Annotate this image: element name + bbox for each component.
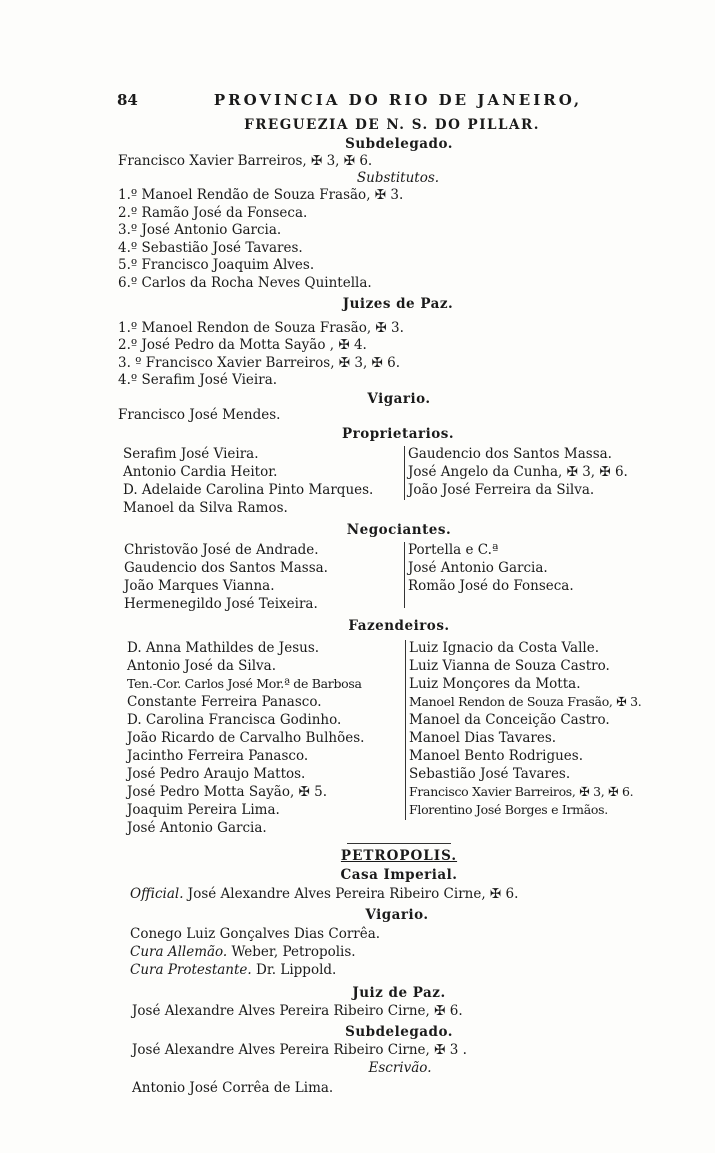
petropolis-title: PETROPOLIS. bbox=[340, 848, 458, 864]
list-item: João Ricardo de Carvalho Bulhões. bbox=[127, 730, 365, 746]
list-item: 4.º Sebastião José Tavares. bbox=[118, 240, 303, 256]
list-item: João José Ferreira da Silva. bbox=[408, 482, 595, 498]
list-item: D. Adelaide Carolina Pinto Marques. bbox=[123, 482, 374, 498]
list-item: Hermenegildo José Teixeira. bbox=[124, 596, 318, 612]
item-text: Weber, Petropolis. bbox=[231, 944, 356, 960]
list-item: 1.º Manoel Rendon de Souza Frasão, ✠ 3. bbox=[118, 320, 404, 336]
list-item: Luiz Vianna de Souza Castro. bbox=[409, 658, 610, 674]
list-item bbox=[130, 962, 336, 978]
section-rule bbox=[347, 843, 451, 844]
list-item: Serafim José Vieira. bbox=[123, 446, 259, 462]
negociantes-heading: Negociantes. bbox=[346, 522, 452, 538]
list-item: Florentino José Borges e Irmãos. bbox=[409, 802, 608, 817]
list-item: Joaquim Pereira Lima. bbox=[127, 802, 280, 818]
list-item: Luiz Ignacio da Costa Valle. bbox=[409, 640, 600, 656]
item-label: Cura Allemão. bbox=[130, 944, 228, 960]
list-item: Antonio Cardia Heitor. bbox=[123, 464, 278, 480]
substitutos-heading: Substitutos. bbox=[356, 170, 440, 186]
list-item: Jacintho Ferreira Panasco. bbox=[127, 748, 309, 764]
column-divider bbox=[404, 446, 405, 500]
list-item: 3. º Francisco Xavier Barreiros, ✠ 3, ✠ 6. bbox=[118, 355, 401, 371]
list-item: Gaudencio dos Santos Massa. bbox=[124, 560, 328, 576]
juizes-heading: Juizes de Paz. bbox=[342, 296, 454, 312]
list-item: José Antonio Garcia. bbox=[127, 820, 267, 836]
list-item: José Angelo da Cunha, ✠ 3, ✠ 6. bbox=[408, 464, 628, 480]
vigario2-heading: Vigario. bbox=[365, 907, 429, 923]
list-item: 3.º José Antonio Garcia. bbox=[118, 222, 282, 238]
list-item bbox=[130, 944, 356, 960]
list-item: 2.º José Pedro da Motta Sayão , ✠ 4. bbox=[118, 337, 367, 353]
subdelegado-name: Francisco Xavier Barreiros, ✠ 3, ✠ 6. bbox=[118, 153, 373, 169]
escrivao-name: Antonio José Corrêa de Lima. bbox=[132, 1080, 334, 1096]
column-divider bbox=[405, 640, 406, 820]
list-item: 4.º Serafim José Vieira. bbox=[118, 372, 278, 388]
list-item: 2.º Ramão José da Fonseca. bbox=[118, 205, 308, 221]
list-item: 5.º Francisco Joaquim Alves. bbox=[118, 257, 315, 273]
list-item: Constante Ferreira Panasco. bbox=[127, 694, 322, 710]
page-number: 84 bbox=[117, 91, 138, 109]
list-item: Romão José do Fonseca. bbox=[408, 578, 574, 594]
list-item: Portella e C.ª bbox=[408, 542, 499, 558]
escrivao-heading: Escrivão. bbox=[368, 1060, 432, 1076]
parish-title: FREGUEZIA DE N. S. DO PILLAR. bbox=[244, 117, 540, 133]
casa-heading: Casa Imperial. bbox=[340, 867, 458, 883]
list-item: Manoel da Conceição Castro. bbox=[409, 712, 610, 728]
list-item: Antonio José da Silva. bbox=[127, 658, 277, 674]
list-item: Manoel Bento Rodrigues. bbox=[409, 748, 583, 764]
list-item: Ten.-Cor. Carlos José Mor.ª de Barbosa bbox=[127, 676, 362, 691]
vigario-name: Francisco José Mendes. bbox=[118, 407, 281, 423]
list-item: Christovão José de Andrade. bbox=[124, 542, 319, 558]
list-item: José Pedro Araujo Mattos. bbox=[127, 766, 306, 782]
running-title: PROVINCIA DO RIO DE JANEIRO, bbox=[213, 91, 583, 109]
subdelegado2-heading: Subdelegado. bbox=[345, 1024, 453, 1040]
item-label: Cura Protestante. bbox=[130, 962, 252, 978]
fazendeiros-heading: Fazendeiros. bbox=[348, 618, 450, 634]
subdelegado-heading: Subdelegado. bbox=[345, 136, 453, 152]
juiz-name: José Alexandre Alves Pereira Ribeiro Cirne, ✠ 6. bbox=[132, 1003, 463, 1019]
list-item: Gaudencio dos Santos Massa. bbox=[408, 446, 612, 462]
list-item: João Marques Vianna. bbox=[124, 578, 275, 594]
subdelegado2-name: José Alexandre Alves Pereira Ribeiro Cirne, ✠ 3 . bbox=[132, 1042, 467, 1058]
list-item: José Pedro Motta Sayão, ✠ 5. bbox=[127, 784, 328, 800]
list-item: Conego Luiz Gonçalves Dias Corrêa. bbox=[130, 926, 381, 942]
list-item: José Antonio Garcia. bbox=[408, 560, 548, 576]
casa-text: José Alexandre Alves Pereira Ribeiro Cirne, ✠ 6. bbox=[187, 886, 519, 902]
proprietarios-heading: Proprietarios. bbox=[341, 426, 455, 442]
list-item: 6.º Carlos da Rocha Neves Quintella. bbox=[118, 275, 372, 291]
vigario-heading: Vigario. bbox=[367, 391, 431, 407]
list-item: Manoel Dias Tavares. bbox=[409, 730, 557, 746]
casa-label: Official. bbox=[130, 886, 184, 902]
list-item: 1.º Manoel Rendão de Souza Frasão, ✠ 3. bbox=[118, 187, 404, 203]
list-item: Manoel Rendon de Souza Frasão, ✠ 3. bbox=[409, 694, 642, 709]
casa-entry bbox=[130, 886, 518, 902]
juiz-heading: Juiz de Paz. bbox=[352, 985, 446, 1001]
list-item: D. Carolina Francisca Godinho. bbox=[127, 712, 342, 728]
list-item: D. Anna Mathildes de Jesus. bbox=[127, 640, 320, 656]
list-item: Manoel da Silva Ramos. bbox=[123, 500, 288, 516]
item-text: Dr. Lippold. bbox=[256, 962, 337, 978]
list-item: Francisco Xavier Barreiros, ✠ 3, ✠ 6. bbox=[409, 784, 634, 799]
list-item: Luiz Monçores da Motta. bbox=[409, 676, 581, 692]
list-item: Sebastião José Tavares. bbox=[409, 766, 571, 782]
column-divider bbox=[404, 542, 405, 608]
